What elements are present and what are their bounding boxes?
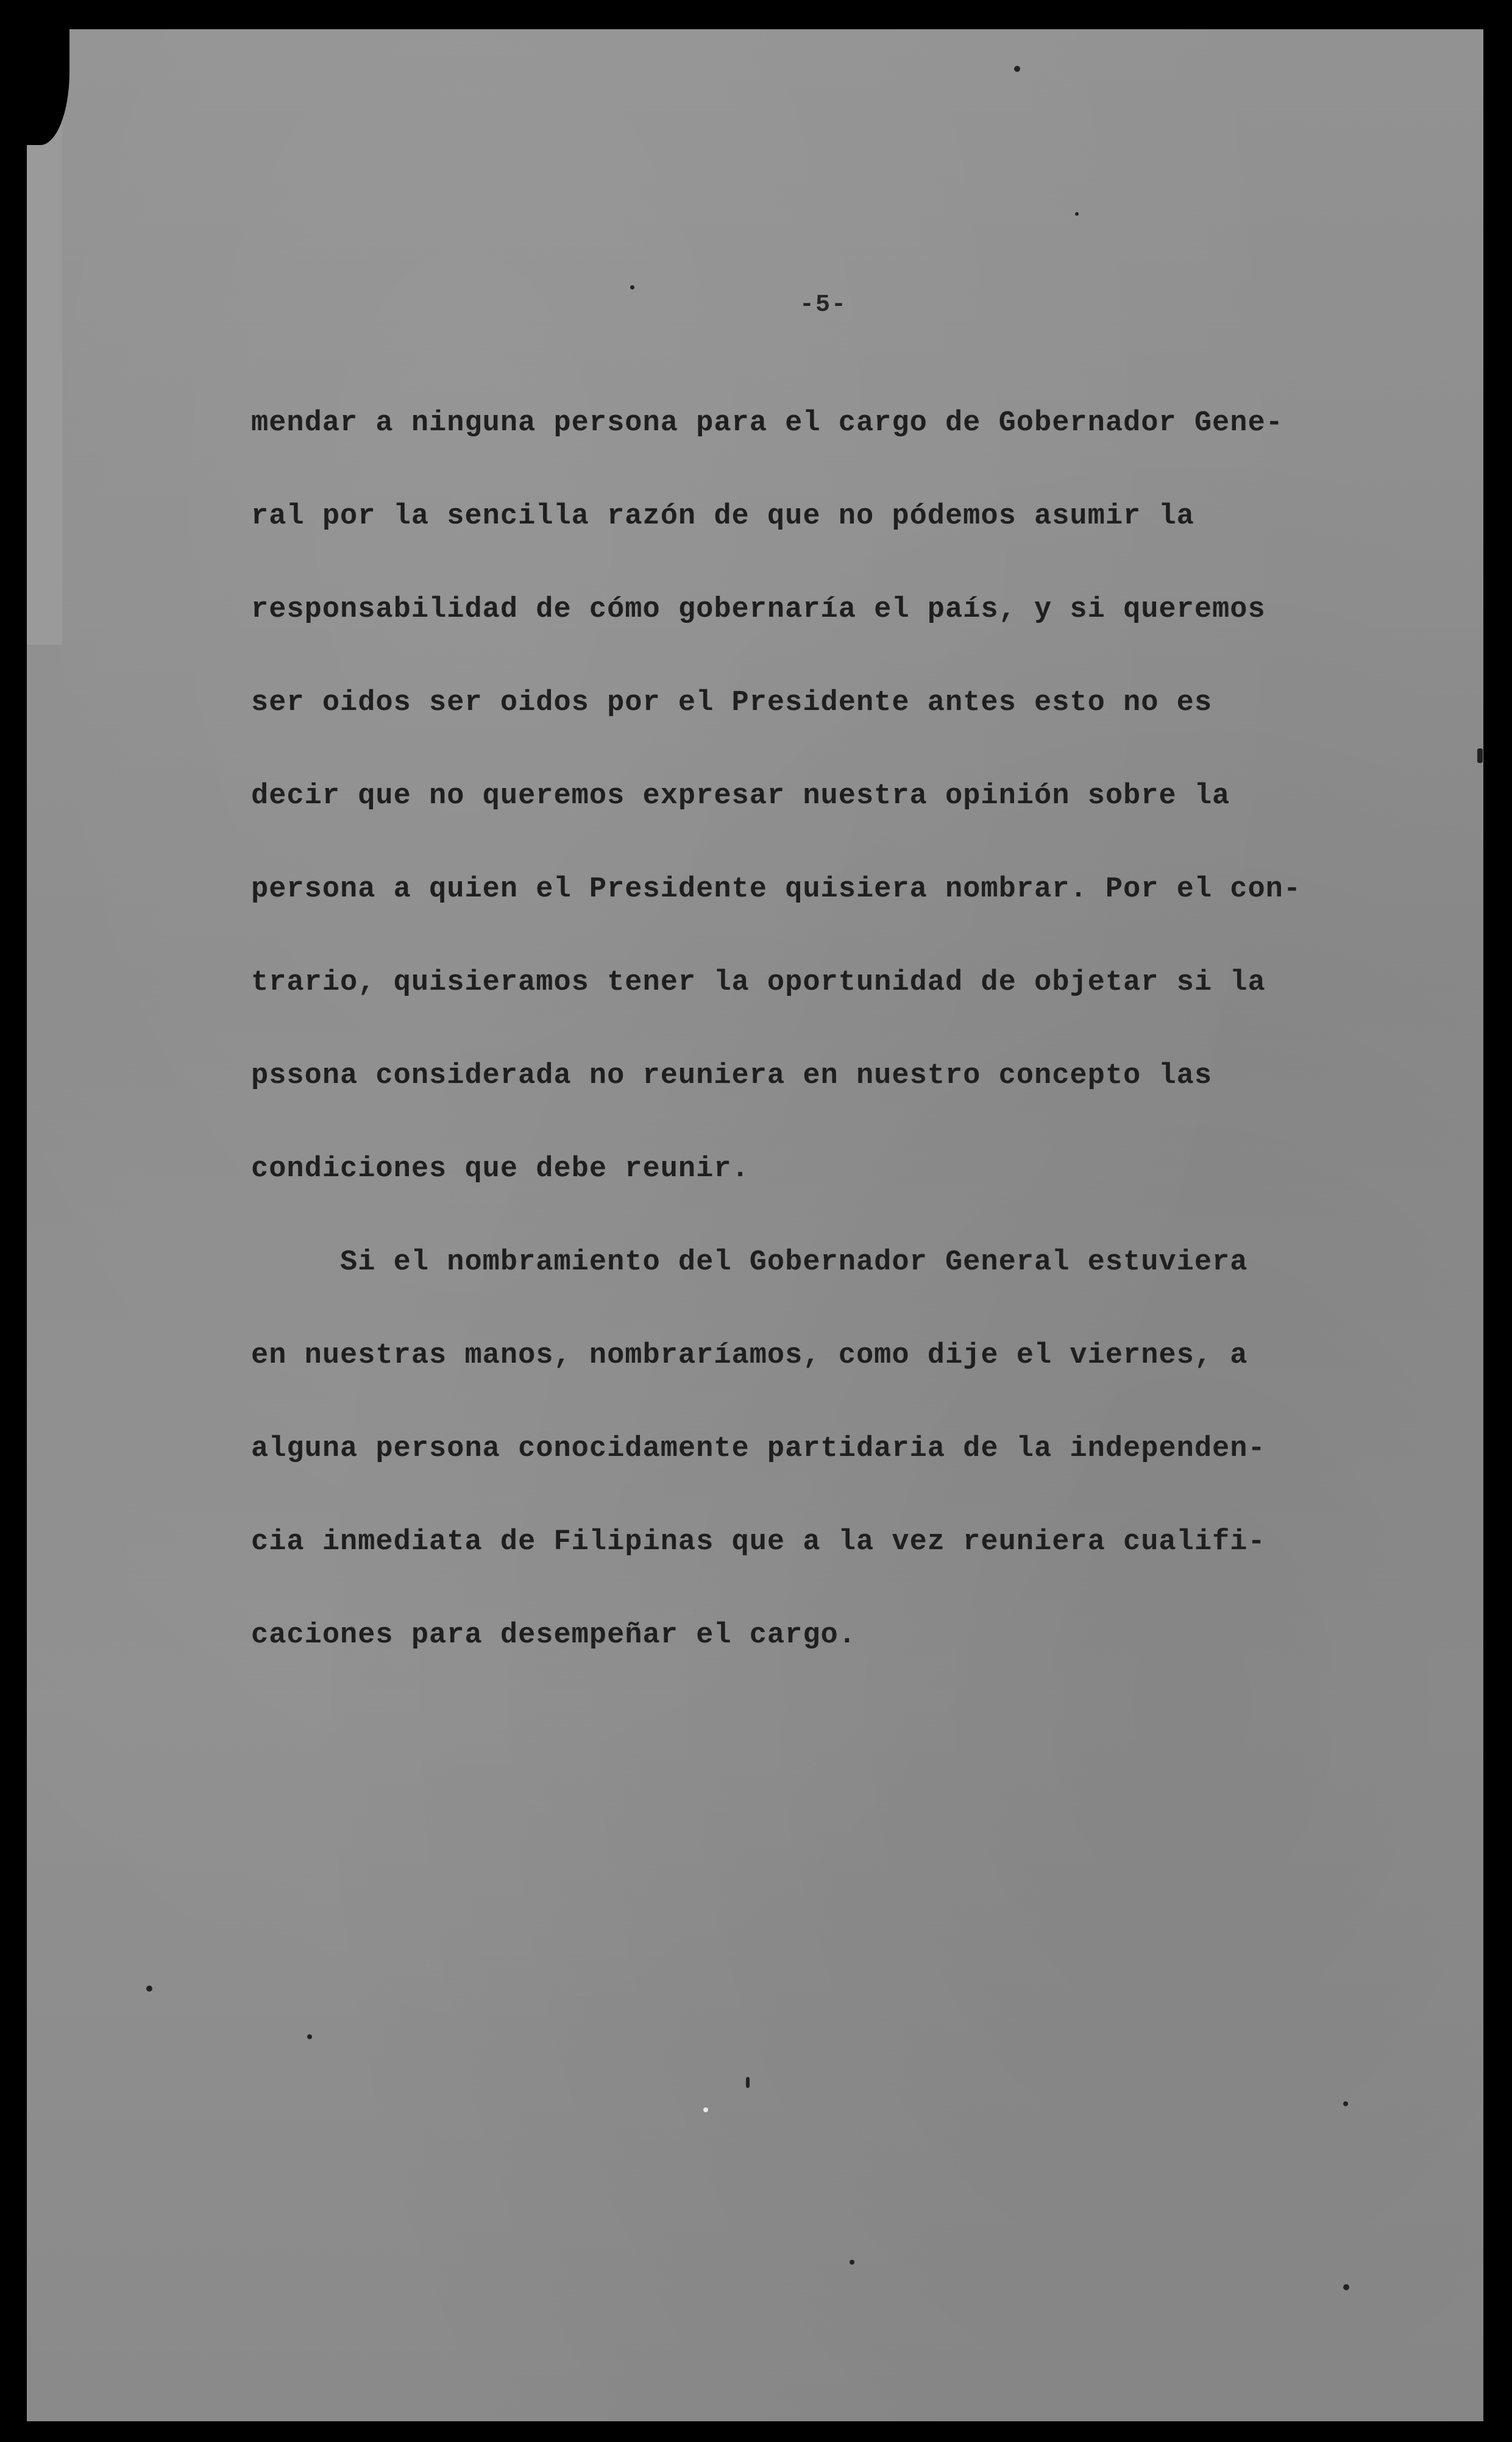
text-line: responsabilidad de cómo gobernaría el país, y si queremos (251, 594, 1266, 626)
text-line: persona a quien el Presidente quisiera nombrar. Por el con- (251, 873, 1302, 906)
text-line: ral por la sencilla razón de que no pódemos asumir la (251, 500, 1194, 533)
body-text (251, 377, 1433, 1682)
ink-speck (1014, 66, 1020, 72)
ink-speck (307, 2034, 312, 2039)
text-line: Si el nombramiento del Gobernador General estuviera (251, 1246, 1248, 1279)
text-line: en nuestras manos, nombraríamos, como dije el viernes, a (251, 1340, 1248, 1372)
text-line: trario, quisieramos tener la oportunidad de objetar si la (251, 967, 1266, 999)
text-line: mendar a ninguna persona para el cargo de Gobernador Gene- (251, 407, 1283, 439)
ink-speck (1343, 2284, 1349, 2290)
ink-speck (1075, 212, 1079, 216)
page-number: -5- (800, 291, 848, 319)
ink-speck (746, 2077, 750, 2088)
text-line: ser oidos ser oidos por el Presidente antes esto no es (251, 687, 1213, 719)
text-line: condiciones que debe reunir. (251, 1153, 750, 1185)
ink-speck (1477, 748, 1483, 763)
text-line: pssona considerada no reuniera en nuestro concepto las (251, 1060, 1213, 1092)
text-line: decir que no queremos expresar nuestra opinión sobre la (251, 780, 1230, 812)
ink-speck (146, 1986, 152, 1992)
dust-speck (703, 2107, 708, 2112)
text-line: alguna persona conocidamente partidaria de la independen- (251, 1433, 1266, 1465)
torn-corner (27, 29, 69, 145)
text-line: caciones para desempeñar el cargo. (251, 1619, 856, 1652)
ink-speck (850, 2260, 854, 2265)
typewritten-page (27, 29, 1483, 2421)
ink-speck (630, 285, 634, 289)
ink-speck (1343, 2101, 1348, 2106)
text-line: cia inmediata de Filipinas que a la vez reuniera cualifi- (251, 1526, 1266, 1558)
